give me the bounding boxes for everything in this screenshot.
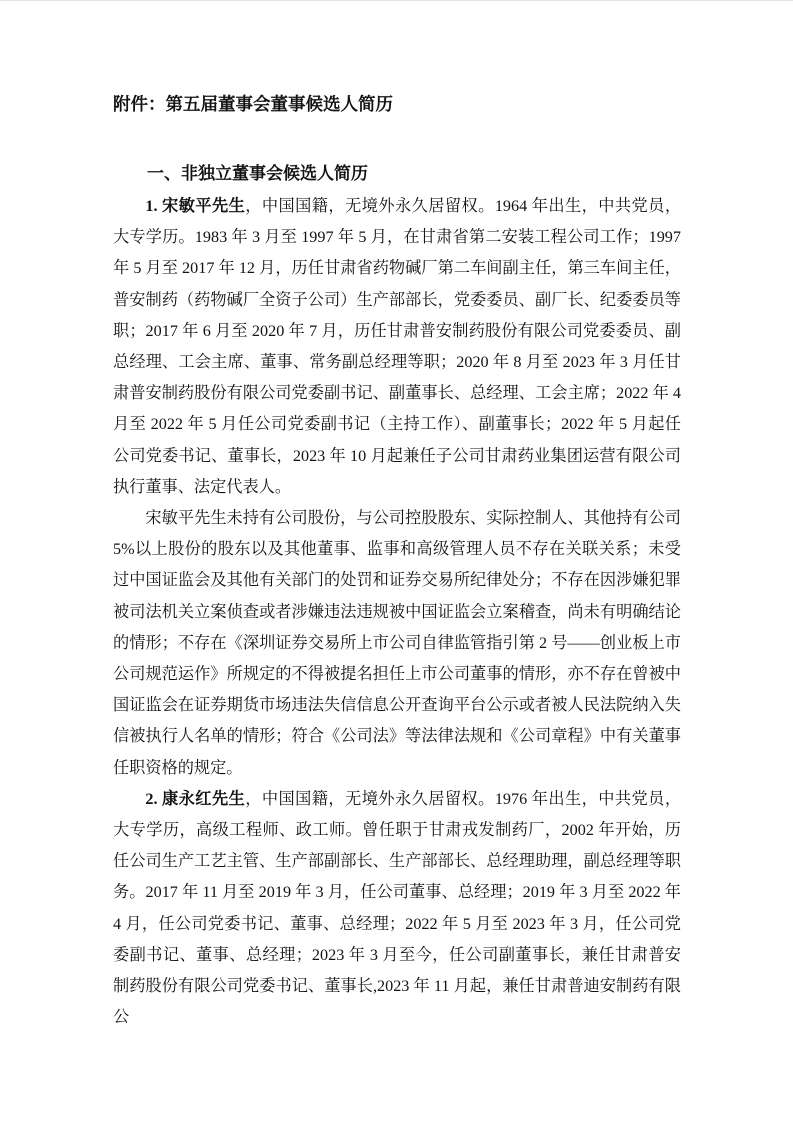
compliance-text-song-minping: 宋敏平先生未持有公司股份，与公司控股股东、实际控制人、其他持有公司5%以上股份的股东以及其他董事、监事和高级管理人员不存在关联关系；未受过中国证监会及其他有关部门的处罚和证券交易所纪律处分；不存在因涉嫌犯罪被司法机关立案侦查或者涉嫌违法违规被中国证监会立案稽查，尚未有明确结论的情形；不存在《深圳证券交易所上市公司自律监管指引第 2 号——创业板上市公司规范运作》所规定的不得被提名担任上市公司董事的情形，亦不存在曾被中国证监会在证券期货市场违法失信信息公开查询平台公示或者被人民法院纳入失信被执行人名单的情形；符合《公司法》等法律法规和《公司章程》中有关董事任职资格的规定。: [113, 509, 681, 777]
compliance-paragraph-song-minping: [113, 503, 681, 784]
bio-text-kang-yonghong: ，中国国籍，无境外永久居留权。1976 年出生，中共党员，大专学历，高级工程师、政工师。曾任职于甘肃戎发制药厂，2002 年开始，历任公司生产工艺主管、生产部副部长、生产部部长、总经理助理，副总经理等职务。2017 年 11 月至 2019 年 3 月，任公司董事、总经理；2019 年 3 月至 2022 年 4 月，任公司党委书记、董事、总经理；2022 年 5 月至 2023 年 3 月，任公司党委副书记、董事、总经理；2023 年 3 月至今，任公司副董事长，兼任甘肃普安制药股份有限公司党委书记、董事长,2023 年 11 月起，兼任甘肃普迪安制药有限公: [113, 789, 682, 1027]
person-name-kang-yonghong: 2. 康永红先生: [145, 789, 246, 808]
document-title: 附件：第五届董事会董事候选人简历: [113, 94, 393, 114]
section-heading: 一、非独立董事会候选人简历: [147, 164, 368, 183]
bio-paragraph-song-minping: [113, 191, 681, 503]
bio-paragraph-kang-yonghong: [113, 784, 681, 1034]
document-body: [113, 191, 681, 1033]
person-name-song-minping: 1. 宋敏平先生: [145, 197, 246, 215]
bio-text-song-minping: ，中国国籍，无境外永久居留权。1964 年出生，中共党员，大专学历。1983 年 3 月至 1997 年 5 月，在甘肃省第二安装工程公司工作；1997 年 5 月至 2017 年 12 月，历任甘肃省药物碱厂第二车间副主任，第三车间主任，普安制药（药物碱厂全资子公司）生产部部长，党委委员、副厂长、纪委委员等职；2017 年 6 月至 2020 年 7 月，历任甘肃普安制药股份有限公司党委委员、副总经理、工会主席、董事、常务副总经理等职；2020 年 8 月至 2023 年 3 月任甘肃普安制药股份有限公司党委副书记、副董事长、总经理、工会主席；2022 年 4 月至 2022 年 5 月任公司党委副书记（主持工作）、副董事长；2022 年 5 月起任公司党委书记、董事长，2023 年 10 月起兼任子公司甘肃药业集团运营有限公司执行董事、法定代表人。: [113, 197, 682, 496]
